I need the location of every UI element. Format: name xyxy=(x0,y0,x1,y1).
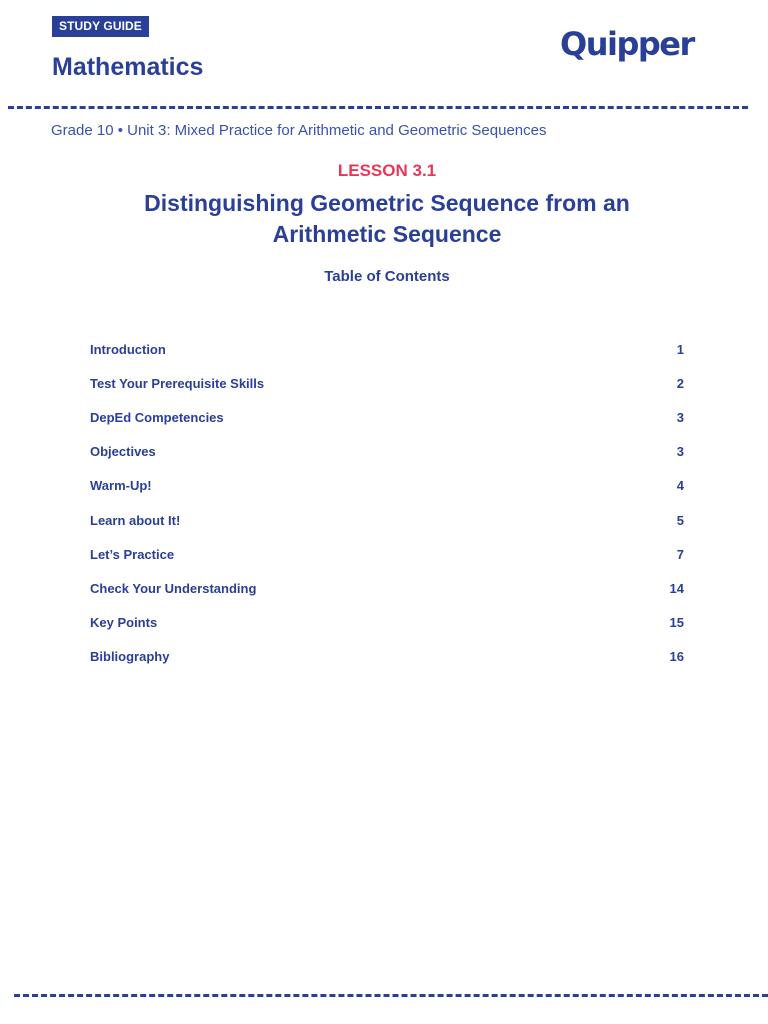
table-of-contents xyxy=(90,332,684,674)
toc-item-warm-up[interactable] xyxy=(90,469,684,503)
toc-item-page: 15 xyxy=(669,615,684,631)
toc-item-page: 3 xyxy=(676,409,684,425)
toc-item-test-your-prerequisite-skills[interactable] xyxy=(90,366,684,400)
toc-item-title: Let’s Practice xyxy=(90,546,175,562)
quipper-logo: Quipper xyxy=(560,25,694,63)
unit-breadcrumb: Grade 10 • Unit 3: Mixed Practice for Arithmetic and Geometric Sequences xyxy=(51,122,547,139)
toc-item-page: 14 xyxy=(669,580,684,596)
toc-item-page: 5 xyxy=(676,512,684,528)
toc-item-page: 7 xyxy=(676,546,684,562)
subject-title: Mathematics xyxy=(52,53,204,81)
toc-item-title: Key Points xyxy=(90,615,158,631)
toc-item-learn-about-it[interactable] xyxy=(90,503,684,537)
toc-heading: Table of Contents xyxy=(324,268,450,285)
toc-item-objectives[interactable] xyxy=(90,435,684,469)
lesson-label: LESSON 3.1 xyxy=(337,161,437,180)
toc-item-page: 16 xyxy=(669,649,684,665)
toc-item-page: 4 xyxy=(676,478,684,494)
toc-item-title: Check Your Understanding xyxy=(90,580,257,596)
toc-item-page: 2 xyxy=(676,375,684,391)
toc-item-page: 1 xyxy=(676,341,684,357)
lesson-title-line-2: Arithmetic Sequence xyxy=(272,221,502,247)
lesson-title-line-1: Distinguishing Geometric Sequence from an xyxy=(144,190,630,216)
toc-item-title: Bibliography xyxy=(90,649,170,665)
toc-item-title: Warm-Up! xyxy=(90,478,152,494)
toc-item-introduction[interactable] xyxy=(90,332,684,366)
toc-item-key-points[interactable] xyxy=(90,606,684,640)
toc-item-title: DepEd Competencies xyxy=(90,409,224,425)
toc-item-page: 3 xyxy=(676,444,684,460)
toc-item-deped-competencies[interactable] xyxy=(90,400,684,434)
toc-item-bibliography[interactable] xyxy=(90,640,684,674)
lesson-title xyxy=(0,188,768,250)
bottom-dashed-divider xyxy=(14,994,768,997)
toc-item-title: Introduction xyxy=(90,341,166,357)
top-dashed-divider xyxy=(8,106,748,109)
toc-item-title: Learn about It! xyxy=(90,512,181,528)
toc-item-lets-practice[interactable] xyxy=(90,537,684,571)
study-guide-badge: STUDY GUIDE xyxy=(52,16,149,37)
toc-item-check-your-understanding[interactable] xyxy=(90,571,684,605)
toc-item-title: Objectives xyxy=(90,444,156,460)
toc-item-title: Test Your Prerequisite Skills xyxy=(90,375,265,391)
